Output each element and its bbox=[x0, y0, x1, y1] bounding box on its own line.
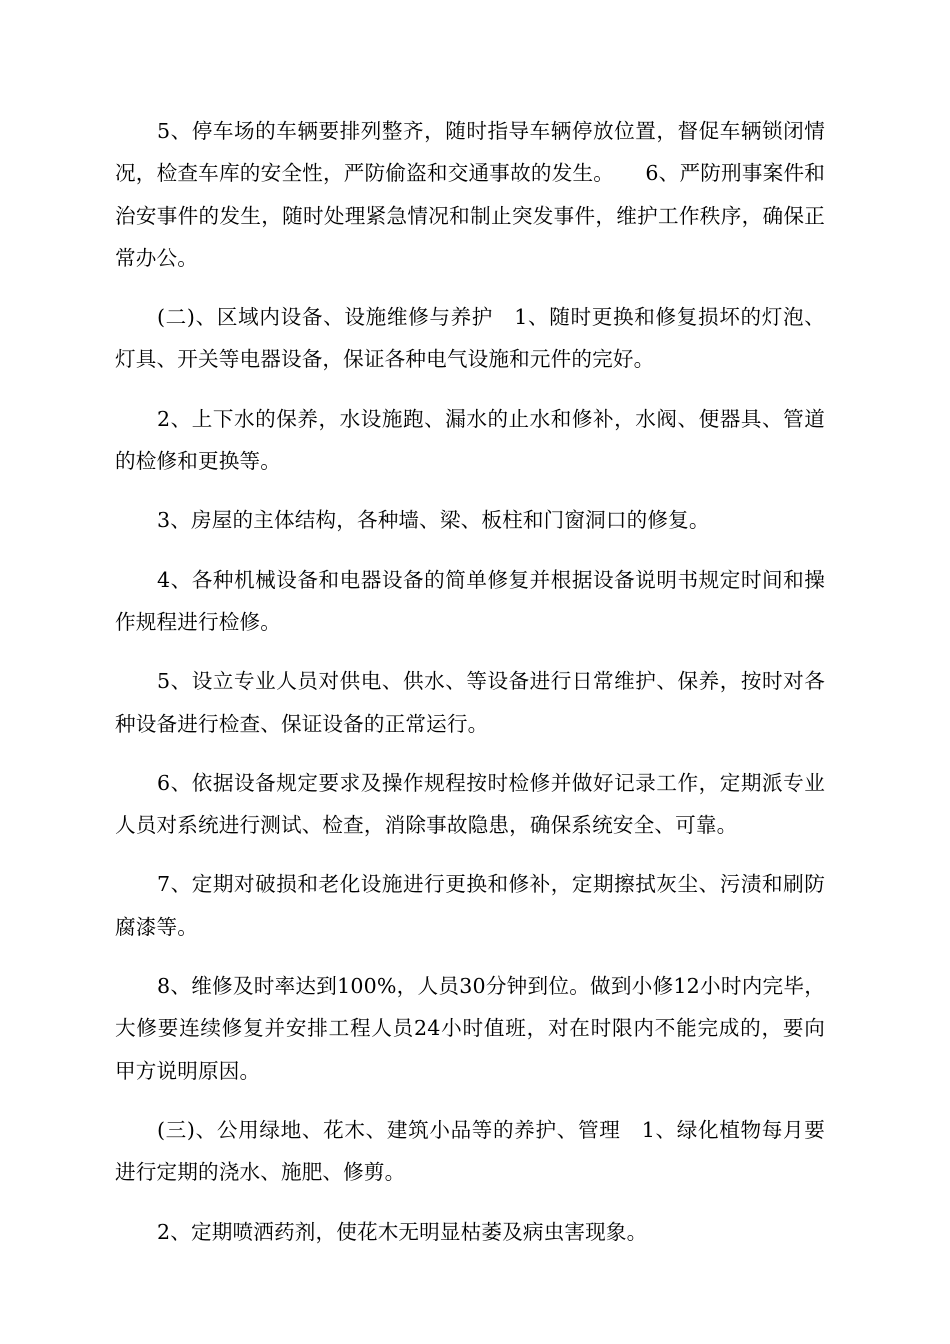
paragraph-pest-control: 2、定期喷洒药剂，使花木无明显枯萎及病虫害现象。 bbox=[157, 1219, 648, 1244]
paragraph-structure-repair: 3、房屋的主体结构，各种墙、梁、板柱和门窗洞口的修复。 bbox=[157, 508, 710, 533]
paragraph-water-maintenance: 2、上下水的保养，水设施跑、漏水的止水和修补，水阀、便器具、管道的检修和更换等。 bbox=[115, 406, 825, 474]
paragraph-utility-staff: 5、设立专业人员对供电、供水、等设备进行日常维护、保养，按时对各种设备进行检查、保证设备的正常运行。 bbox=[115, 669, 825, 736]
paragraph-parking-security: 5、停车场的车辆要排列整齐，随时指导车辆停放位置，督促车辆锁闭情况，检查车库的安全性，严防偷盗和交通事故的发生。 6、严防刑事案件和治安事件的发生，随时处理紧急情况和制止突发事件，维护工作秩序，确保正常办公。 bbox=[115, 119, 825, 270]
document-body bbox=[115, 110, 825, 1270]
paragraph-section-three-greenery: (三)、公用绿地、花木、建筑小品等的养护、管理 1、绿化植物每月要进行定期的浇水、施肥、修剪。 bbox=[115, 1117, 825, 1185]
paragraph-section-two-lighting: (二)、区域内设备、设施维修与养护 1、随时更换和修复损坏的灯泡、灯具、开关等电器设备，保证各种电气设施和元件的完好。 bbox=[115, 305, 825, 372]
paragraph-inspection-records: 6、依据设备规定要求及操作规程按时检修并做好记录工作，定期派专业人员对系统进行测试、检查，消除事故隐患，确保系统安全、可靠。 bbox=[115, 770, 825, 838]
paragraph-repair-timeliness: 8、维修及时率达到100%，人员30分钟到位。做到小修12小时内完毕，大修要连续修复并安排工程人员24小时值班，对在时限内不能完成的，要向甲方说明原因。 bbox=[115, 974, 825, 1083]
paragraph-facility-renewal: 7、定期对破损和老化设施进行更换和修补，定期擦拭灰尘、污渍和刷防腐漆等。 bbox=[115, 872, 825, 939]
paragraph-equipment-repair: 4、各种机械设备和电器设备的简单修复并根据设备说明书规定时间和操作规程进行检修。 bbox=[115, 567, 825, 634]
